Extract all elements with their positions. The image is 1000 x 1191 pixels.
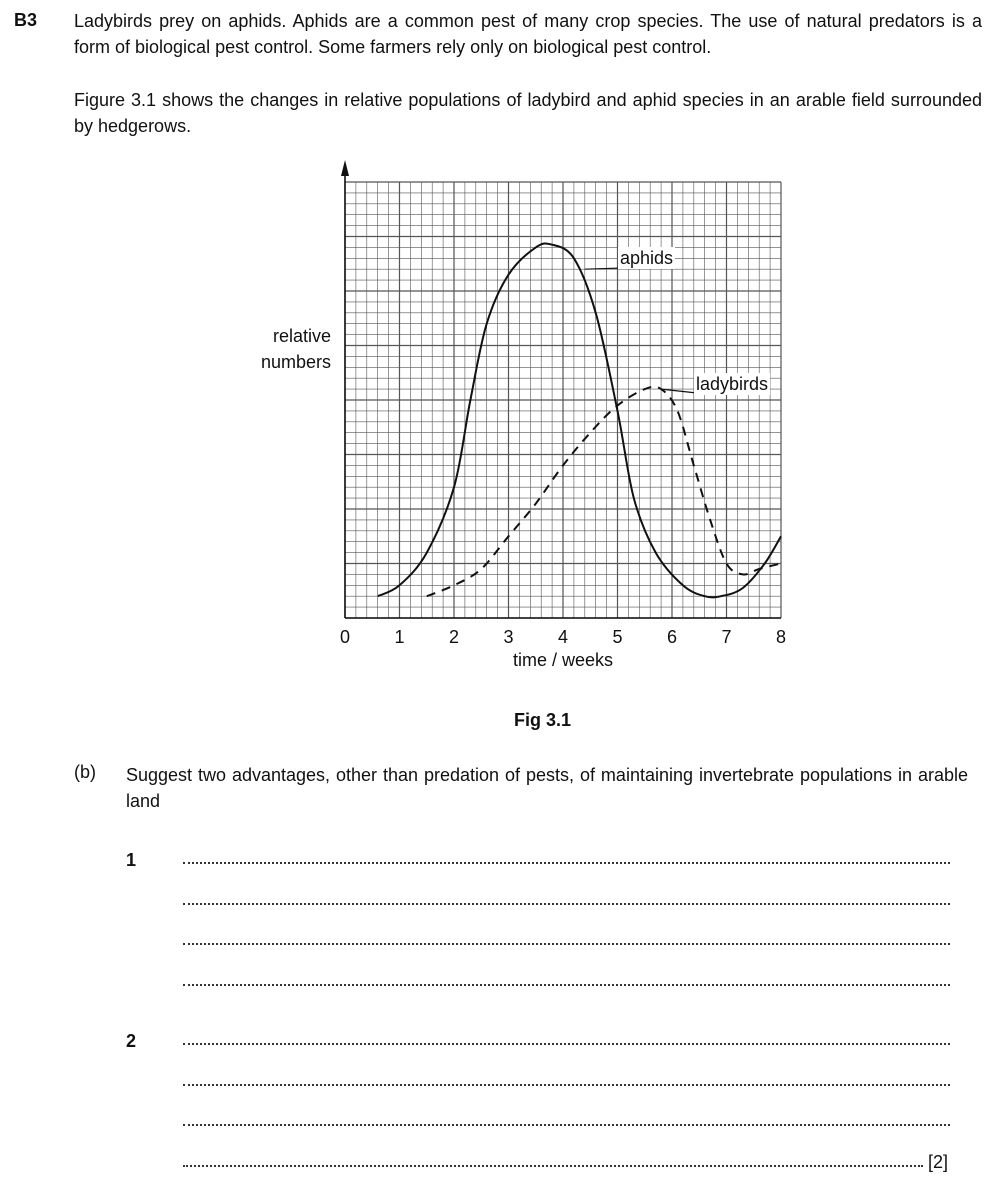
answer-line[interactable] [183, 1124, 950, 1126]
series-line-ladybirds [427, 387, 781, 596]
x-tick-label: 4 [557, 627, 569, 647]
x-tick-label: 6 [666, 627, 678, 647]
part-question: Suggest two advantages, other than predation of pests, of maintaining invertebrate populations in arable land [126, 765, 968, 811]
series-line-aphids [378, 243, 781, 597]
y-axis-arrow-icon [341, 160, 349, 176]
marks-label: [2] [928, 1152, 949, 1172]
answer-line[interactable] [183, 903, 950, 905]
x-axis-label: time / weeks [512, 650, 614, 670]
x-tick-label: 7 [721, 627, 732, 647]
answer-line[interactable] [183, 1165, 923, 1167]
figure-caption: Fig 3.1 [513, 710, 571, 730]
y-axis-label-line1: relative [272, 326, 331, 346]
chart-tick-labels [340, 627, 786, 647]
answer-line[interactable] [183, 943, 950, 945]
x-tick-label: 0 [339, 627, 351, 647]
figure-intro: Figure 3.1 shows the changes in relative populations of ladybird and aphid species in an arable field surrounded by hedgerows. [74, 90, 982, 136]
answer-line[interactable] [183, 1084, 950, 1086]
answer-number-1: 1 [126, 850, 137, 870]
question-intro: Ladybirds prey on aphids. Aphids are a common pest of many crop species. The use of natural predators is a form of biological pest control. Some farmers rely only on biological pest control. [74, 11, 982, 57]
x-tick-label: 2 [448, 627, 460, 647]
answer-line[interactable] [183, 984, 950, 986]
leader-line-ladybirds [661, 389, 697, 393]
answer-line[interactable] [183, 1043, 950, 1045]
x-tick-label: 3 [503, 627, 514, 647]
y-axis-label-line2: numbers [260, 352, 331, 372]
chart-series [378, 243, 781, 597]
answer-number-2: 2 [126, 1031, 137, 1051]
series-label-aphids: aphids [620, 248, 674, 268]
answer-line[interactable] [183, 862, 950, 864]
x-tick-label: 5 [612, 627, 623, 647]
series-label-ladybirds: ladybirds [696, 374, 769, 394]
question-number: B3 [14, 10, 38, 30]
x-tick-label: 1 [394, 627, 405, 647]
x-tick-label: 8 [775, 627, 787, 647]
part-label: (b) [74, 762, 96, 782]
